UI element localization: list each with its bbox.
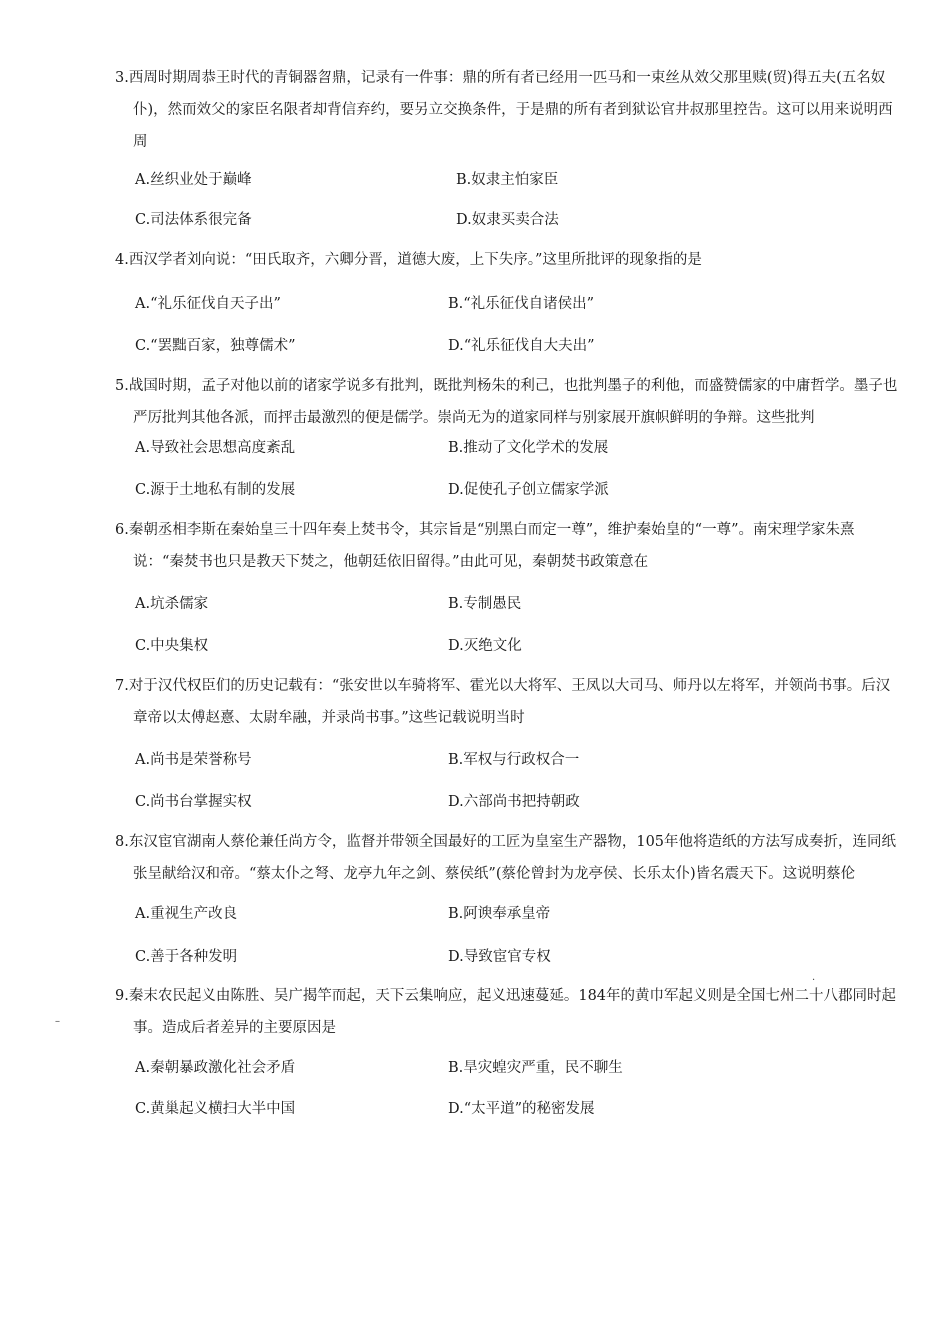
question-7-option-b[interactable]: B.军权与行政权合一	[448, 752, 580, 768]
question-4-stem	[115, 244, 900, 276]
question-5-option-d[interactable]: D.促使孔子创立儒家学派	[448, 482, 609, 498]
question-8-stem	[115, 826, 900, 890]
question-4-text: 西汉学者刘向说：“田氏取齐，六卿分晋，道德大废，上下失序。”这里所批评的现象指的是	[128, 252, 702, 268]
question-6-option-d[interactable]: D.灭绝文化	[448, 638, 522, 654]
question-5	[115, 370, 900, 434]
question-6-option-a[interactable]: A.坑杀儒家	[135, 596, 209, 612]
question-3-text: 西周时期周恭王时代的青铜器曶鼎，记录有一件事：鼎的所有者已经用一匹马和一束丝从效父那里赎(贸)得五夫(五名奴仆)，然而效父的家臣名限者却背信弃约，要另立交换条件，于是鼎的所有者到狱讼官井叔那里控告。这可以用来说明西周	[128, 70, 893, 150]
question-3	[115, 62, 900, 158]
question-5-text: 战国时期，孟子对他以前的诸家学说多有批判，既批判杨朱的利己，也批判墨子的利他，而盛赞儒家的中庸哲学。墨子也严厉批判其他各派，而抨击最激烈的便是儒学。崇尚无为的道家同样与别家展开旗帜鲜明的争辩。这些批判	[128, 378, 898, 426]
question-5-number: 5.	[115, 378, 129, 394]
question-7-number: 7.	[115, 678, 129, 694]
question-4-option-d[interactable]: D.“礼乐征伐自大夫出”	[448, 338, 595, 354]
question-6-text: 秦朝丞相李斯在秦始皇三十四年奏上焚书令，其宗旨是“别黑白而定一尊”，维护秦始皇的“一尊”。南宋理学家朱熹说：“秦焚书也只是教天下焚之，他朝廷依旧留得。”由此可见，秦朝焚书政策意在	[128, 522, 855, 570]
question-3-option-d[interactable]: D.奴隶买卖合法	[456, 212, 559, 228]
question-9-stem	[115, 980, 900, 1044]
question-7-option-a[interactable]: A.尚书是荣誉称号	[135, 752, 252, 768]
question-9-option-d[interactable]: D.“太平道”的秘密发展	[448, 1101, 595, 1117]
question-3-option-b[interactable]: B.奴隶主怕家臣	[456, 172, 559, 188]
question-3-option-c[interactable]: C.司法体系很完备	[135, 212, 252, 228]
question-7	[115, 670, 900, 734]
question-9-option-c[interactable]: C.黄巢起义横扫大半中国	[135, 1101, 296, 1117]
question-5-option-c[interactable]: C.源于土地私有制的发展	[135, 482, 296, 498]
question-3-option-a[interactable]: A.丝织业处于巅峰	[135, 172, 252, 188]
question-9	[115, 980, 900, 1044]
question-5-option-b[interactable]: B.推动了文化学术的发展	[448, 440, 609, 456]
question-4	[115, 244, 900, 276]
question-8-text: 东汉宦官湖南人蔡伦兼任尚方令，监督并带领全国最好的工匠为皇室生产器物，105年他将造纸的方法写成奏折，连同纸张呈献给汉和帝。“蔡太仆之弩、龙亭九年之剑、蔡侯纸”(蔡伦曾封为龙亭侯、长乐太仆)皆名震天下。这说明蔡伦	[128, 834, 897, 882]
question-9-number: 9.	[115, 988, 129, 1004]
question-7-option-d[interactable]: D.六部尚书把持朝政	[448, 794, 580, 810]
question-8-option-b[interactable]: B.阿谀奉承皇帝	[448, 906, 551, 922]
margin-dash-mark: –	[55, 1016, 60, 1027]
question-4-option-b[interactable]: B.“礼乐征伐自诸侯出”	[448, 296, 595, 312]
question-5-stem	[115, 370, 900, 434]
question-4-option-c[interactable]: C.“罢黜百家，独尊儒术”	[135, 338, 296, 354]
question-8	[115, 826, 900, 890]
question-6-option-b[interactable]: B.专制愚民	[448, 596, 522, 612]
question-3-number: 3.	[115, 70, 129, 86]
question-5-option-a[interactable]: A.导致社会思想高度紊乱	[135, 440, 296, 456]
question-3-stem	[115, 62, 900, 158]
question-7-text: 对于汉代权臣们的历史记载有：“张安世以车骑将军、霍光以大将军、王凤以大司马、师丹以左将军，并领尚书事。后汉章帝以太傅赵憙、太尉牟融，并录尚书事。”这些记载说明当时	[128, 678, 891, 726]
question-6-number: 6.	[115, 522, 129, 538]
question-4-option-a[interactable]: A.“礼乐征伐自天子出”	[135, 296, 281, 312]
question-4-number: 4.	[115, 252, 129, 268]
question-7-stem	[115, 670, 900, 734]
question-6-stem	[115, 514, 900, 578]
question-9-option-a[interactable]: A.秦朝暴政激化社会矛盾	[135, 1060, 296, 1076]
question-8-number: 8.	[115, 834, 129, 850]
question-7-option-c[interactable]: C.尚书台掌握实权	[135, 794, 252, 810]
question-8-option-a[interactable]: A.重视生产改良	[135, 906, 238, 922]
question-9-option-b[interactable]: B.旱灾蝗灾严重，民不聊生	[448, 1060, 623, 1076]
margin-dot-mark: ·	[812, 975, 816, 986]
question-9-text: 秦末农民起义由陈胜、吴广揭竿而起，天下云集响应，起义迅速蔓延。184年的黄巾军起义则是全国七州二十八郡同时起事。造成后者差异的主要原因是	[128, 988, 897, 1036]
question-6-option-c[interactable]: C.中央集权	[135, 638, 209, 654]
question-6	[115, 514, 900, 578]
question-8-option-d[interactable]: D.导致宦官专权	[448, 949, 551, 965]
question-8-option-c[interactable]: C.善于各种发明	[135, 949, 238, 965]
